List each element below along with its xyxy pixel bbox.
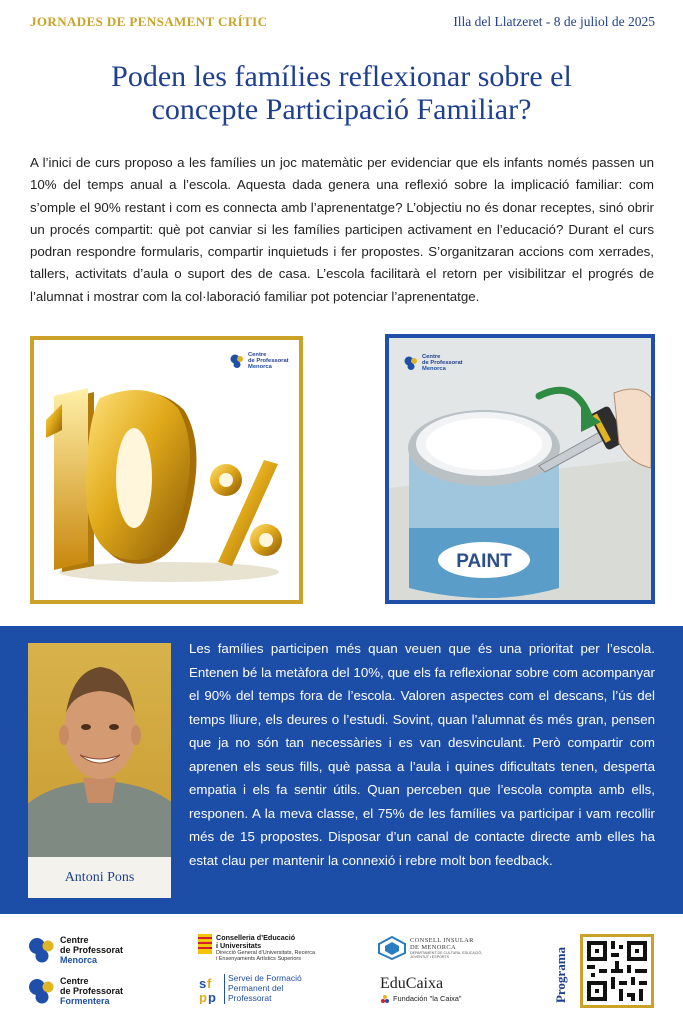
- portrait-photo: [28, 643, 171, 857]
- testimonial-text: Les famílies participen més quan veuen que és una prioritat per l’escola. Entenen bé la metàfora del 10%, que els fa reflexionar sobre com acompanyar el 90% del temps fora de l’escola. Valoren aspectes com el descans, l’ús del temps lliure, els deures o l’estudi. Sovint, quan l’alumnat és més gran, pensen que ja no són tan necessàries i es van desvinculant. Però compartir com aprenen els seus fills, què passa a l’aula i quines dificultats tenen, desperta empatia i els fa sentir útils. Quan perceben que l’escola compta amb ells, responen. A la meva classe, el 75% de les famílies va participar i vam recollir més de 15 propostes. Disposar d’un canal de contacte directe amb elles ha estat clau per mantenir la connexió i rebre molt bon feedback.: [189, 641, 655, 868]
- cep-formentera-icon: [28, 977, 56, 1005]
- title-line-2: concepte Participació Familiar?: [151, 93, 532, 126]
- consell-insular-logo: [378, 936, 482, 960]
- consell-line-1: CONSELL INSULAR: [410, 936, 474, 944]
- programa-label-wrap: [553, 930, 569, 1020]
- testimonial-portrait: [28, 643, 171, 898]
- event-name: JORNADES DE PENSAMENT CRÍTIC: [30, 14, 268, 29]
- svg-text:p: p: [199, 990, 207, 1004]
- cep-menorca-icon: [28, 936, 56, 964]
- conselleria-line-2: i Universitats: [216, 941, 262, 950]
- cep-menorca-line-1: Centre: [60, 935, 89, 945]
- intro-paragraph: A l’inici de curs proposo a les famílies un joc matemàtic per evidenciar que els infants només passen un 10% del temps anual a l’escola. Aquesta dada genera una reflexió sobre la implicació familiar: com s’omple el 90% restant i com es connecta amb l’aprenentatge? L’objectiu no és donar receptes, sinó obrir un procés compartit: què pot canviar si les famílies participen activament en l’educació? Durant el curs podran respondre formularis, compartir inquietuds i fer propostes. S’organitzaran accions com xerrades, tallers, activitats d’aula o suport des de casa. L’escola facilitarà el retorn per visibilitzar el progrés de l’alumnat i mostrar com la col·laboració familiar pot potenciar l’aprenentatge.: [30, 155, 654, 304]
- badge-line-2: de Professorat: [248, 358, 289, 365]
- badge-line-3: Menorca: [248, 364, 272, 371]
- sfpp-line-3: Professorat: [228, 992, 272, 1003]
- qr-code-icon: [583, 937, 651, 1005]
- conselleria-line-4: i Ensenyaments Artístics Superiors: [216, 956, 301, 963]
- sfpp-line-2: Permanent del: [228, 983, 284, 994]
- testimonial-author: Antoni Pons: [64, 869, 135, 885]
- ten-percent-graphic: [34, 340, 299, 600]
- ten-percent-photo: [30, 336, 303, 604]
- svg-text:s: s: [199, 976, 207, 991]
- programa-label: Programa: [553, 946, 569, 1004]
- sfpp-line-1: Servei de Formació: [228, 973, 302, 984]
- footer-logos: [0, 914, 683, 1024]
- svg-text:p: p: [208, 990, 216, 1004]
- conselleria-line-3: Direcció General d’Universitats, Recerca: [216, 950, 316, 956]
- consell-line-2: DE MENORCA: [410, 943, 457, 951]
- sfpp-logo: [198, 974, 302, 1004]
- cep-formentera-logo: [28, 976, 123, 1006]
- conselleria-logo: [198, 934, 315, 963]
- page-header: [30, 14, 655, 34]
- event-place-date: Illa del Llatzeret - 8 de juliol de 2025: [453, 14, 655, 29]
- balearic-flag-icon: [198, 934, 212, 954]
- consell-line-4: JOVENTUT I ESPORTS: [410, 955, 450, 960]
- educaixa-name: EduCaixa: [380, 975, 444, 992]
- svg-text:f: f: [207, 976, 212, 991]
- paint-can-graphic: [389, 338, 651, 600]
- cep-menorca-line-3: Menorca: [60, 955, 98, 965]
- educaixa-foundation: Fundación "la Caixa": [393, 994, 462, 1003]
- title-line-1: Poden les famílies reflexionar sobre el: [111, 60, 572, 93]
- badge-line-1: Centre: [248, 352, 267, 358]
- conselleria-line-1: Conselleria d’Educació: [216, 933, 296, 942]
- la-caixa-star-icon: [380, 994, 390, 1004]
- educaixa-logo: [380, 975, 462, 1004]
- page-title: [30, 60, 653, 126]
- badge-line-2: de Professorat: [422, 360, 463, 367]
- paint-label: PAINT: [456, 551, 512, 572]
- cep-formentera-line-3: Formentera: [60, 996, 110, 1006]
- cep-formentera-line-2: de Professorat: [60, 986, 124, 996]
- cep-logo-icon: [403, 355, 419, 371]
- badge-line-1: Centre: [422, 354, 441, 360]
- badge-line-3: Menorca: [422, 366, 446, 373]
- cep-badge-right: [403, 354, 463, 373]
- person-photo: [28, 643, 171, 857]
- paint-can-photo: [385, 334, 655, 604]
- cep-menorca-logo: [28, 935, 123, 965]
- consell-line-3: DEPARTAMENT DE CULTURA, EDUCACIÓ,: [410, 951, 483, 955]
- program-qr-code[interactable]: [580, 934, 654, 1008]
- cep-menorca-line-2: de Professorat: [60, 945, 124, 955]
- sfpp-icon: [198, 974, 220, 1004]
- cep-formentera-line-1: Centre: [60, 976, 89, 986]
- consell-emblem-icon: [378, 936, 406, 960]
